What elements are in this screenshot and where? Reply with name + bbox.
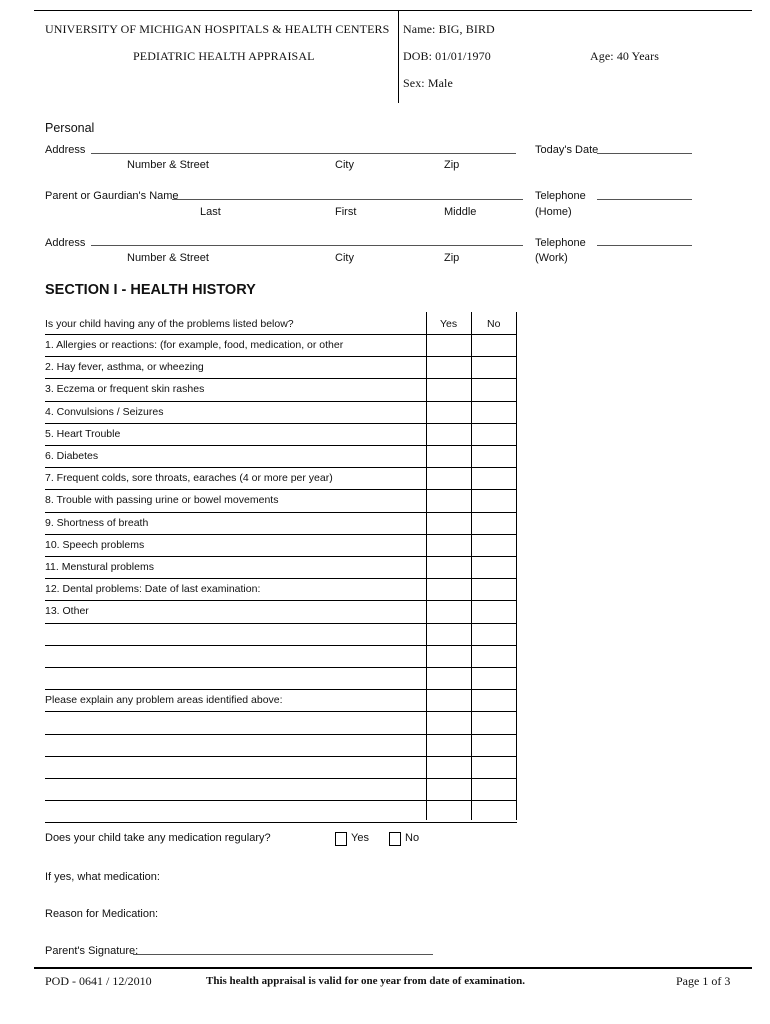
what-medication-label: If yes, what medication: [45,871,160,883]
yes-cell[interactable] [427,489,471,511]
table-row [45,645,517,668]
table-row [45,689,517,712]
no-cell[interactable] [472,356,516,378]
yes-cell[interactable] [427,600,471,622]
yes-cell[interactable] [427,578,471,600]
no-cell[interactable] [472,445,516,467]
yes-cell[interactable] [427,645,471,667]
row-question: 9. Shortness of breath [45,516,149,529]
no-cell[interactable] [472,778,516,800]
no-column-rule [471,312,472,820]
patient-sex: Sex: Male [403,76,453,90]
parent-sub-middle: Middle [444,206,477,218]
no-cell[interactable] [472,378,516,400]
row-question: 2. Hay fever, asthma, or wheezing [45,361,204,374]
signature-label: Parent's Signature: [45,945,139,957]
medication-no-checkbox[interactable] [389,832,401,846]
personal-heading: Personal [45,121,95,135]
table-row [45,556,517,579]
yes-cell[interactable] [427,756,471,778]
telephone-home-field[interactable] [597,199,692,200]
todays-date-label: Today's Date [535,144,599,156]
institution-name: UNIVERSITY OF MICHIGAN HOSPITALS & HEALTH CENTERS [45,22,390,36]
table-row [45,467,517,490]
no-cell[interactable] [472,689,516,711]
table-question: Is your child having any of the problems listed below? [45,318,294,330]
telephone-work-field[interactable] [597,245,692,246]
todays-date-field[interactable] [597,153,692,154]
address-sub-zip: Zip [444,159,460,171]
parent-name-field[interactable] [172,199,523,200]
table-row [45,401,517,424]
parent-sub-last: Last [200,206,221,218]
yes-cell[interactable] [427,423,471,445]
table-row [45,778,517,801]
header-divider [398,10,399,103]
medication-yes-label: Yes [351,832,369,844]
yes-cell[interactable] [427,778,471,800]
footer-page: Page 1 of 3 [676,974,731,988]
work-label: (Work) [535,252,568,264]
yes-cell[interactable] [427,378,471,400]
no-cell[interactable] [472,334,516,356]
footer-rule [34,967,752,969]
yes-cell[interactable] [427,401,471,423]
no-cell[interactable] [472,645,516,667]
address2-label: Address [45,237,86,249]
no-cell[interactable] [472,512,516,534]
row-question: 11. Menstural problems [45,561,154,573]
no-cell[interactable] [472,556,516,578]
no-cell[interactable] [472,734,516,756]
parent-sub-first: First [335,206,357,218]
table-row [45,512,517,535]
no-cell[interactable] [472,534,516,556]
yes-cell[interactable] [427,800,471,822]
yes-cell[interactable] [427,623,471,645]
yes-cell[interactable] [427,689,471,711]
no-cell[interactable] [472,711,516,733]
table-row [45,423,517,446]
telephone-work-label: Telephone [535,237,586,249]
yes-cell[interactable] [427,711,471,733]
parent-name-label: Parent or Gaurdian's Name [45,190,179,202]
section1-title: SECTION I - HEALTH HISTORY [45,282,256,298]
yes-cell[interactable] [427,556,471,578]
table-row [45,667,517,690]
no-cell[interactable] [472,467,516,489]
row-question: 3. Eczema or frequent skin rashes [45,383,205,396]
medication-question: Does your child take any medication regulary? [45,832,271,844]
no-cell[interactable] [472,489,516,511]
medication-yes-checkbox[interactable] [335,832,347,846]
health-history-table [45,312,517,820]
table-row [45,711,517,734]
yes-column-header: Yes [440,318,458,330]
address-field[interactable] [91,153,516,154]
signature-field[interactable] [133,954,433,955]
form-title: PEDIATRIC HEALTH APPRAISAL [133,49,315,63]
row-question: 13. Other [45,605,89,618]
yes-cell[interactable] [427,356,471,378]
address2-sub-city: City [335,252,354,264]
row-question: 10. Speech problems [45,538,145,551]
yes-cell[interactable] [427,667,471,689]
header-top-rule [34,10,752,11]
table-row [45,734,517,757]
no-cell[interactable] [472,600,516,622]
footer-form-code: POD - 0641 / 12/2010 [45,974,152,988]
table-row [45,445,517,468]
table-row [45,378,517,401]
telephone-home-label: Telephone [535,190,586,202]
yes-cell[interactable] [427,467,471,489]
table-header-row [45,312,517,335]
table-row [45,623,517,646]
address-sub-street: Number & Street [127,159,209,171]
yes-cell[interactable] [427,334,471,356]
row-question: 5. Heart Trouble [45,427,121,440]
row-question: 8. Trouble with passing urine or bowel movements [45,494,279,507]
patient-name: Name: BIG, BIRD [403,22,495,36]
patient-age: Age: 40 Years [590,49,659,63]
address-sub-city: City [335,159,354,171]
table-row [45,756,517,779]
medication-no-label: No [405,832,420,844]
row-question: 1. Allergies or reactions: (for example, food, medication, or other [45,339,344,351]
no-cell[interactable] [472,800,516,822]
yes-cell[interactable] [427,445,471,467]
row-question: 7. Frequent colds, sore throats, earaches (4 or more per year) [45,472,333,485]
no-cell[interactable] [472,756,516,778]
row-question: 6. Diabetes [45,450,99,462]
no-column-header: No [487,318,501,330]
row-question: 4. Convulsions / Seizures [45,405,164,418]
reason-medication-label: Reason for Medication: [45,908,159,920]
table-row [45,334,517,357]
home-label: (Home) [535,206,572,218]
no-cell[interactable] [472,667,516,689]
patient-dob: DOB: 01/01/1970 [403,49,491,63]
no-cell[interactable] [472,623,516,645]
yes-cell[interactable] [427,734,471,756]
table-row [45,578,517,601]
table-row [45,356,517,379]
table-row [45,800,517,823]
table-row [45,534,517,557]
table-right-rule [516,312,517,820]
no-cell[interactable] [472,401,516,423]
address-label: Address [45,144,86,156]
table-row [45,489,517,512]
no-cell[interactable] [472,423,516,445]
yes-cell[interactable] [427,512,471,534]
no-cell[interactable] [472,578,516,600]
row-question: 12. Dental problems: Date of last examination: [45,583,261,596]
yes-cell[interactable] [427,534,471,556]
yes-column-rule [426,312,427,820]
row-question: Please explain any problem areas identified above: [45,694,283,707]
table-row [45,600,517,623]
address2-sub-zip: Zip [444,252,460,264]
address2-sub-street: Number & Street [127,252,209,264]
address2-field[interactable] [91,245,523,246]
footer-validity: This health appraisal is valid for one year from date of examination. [206,975,526,987]
